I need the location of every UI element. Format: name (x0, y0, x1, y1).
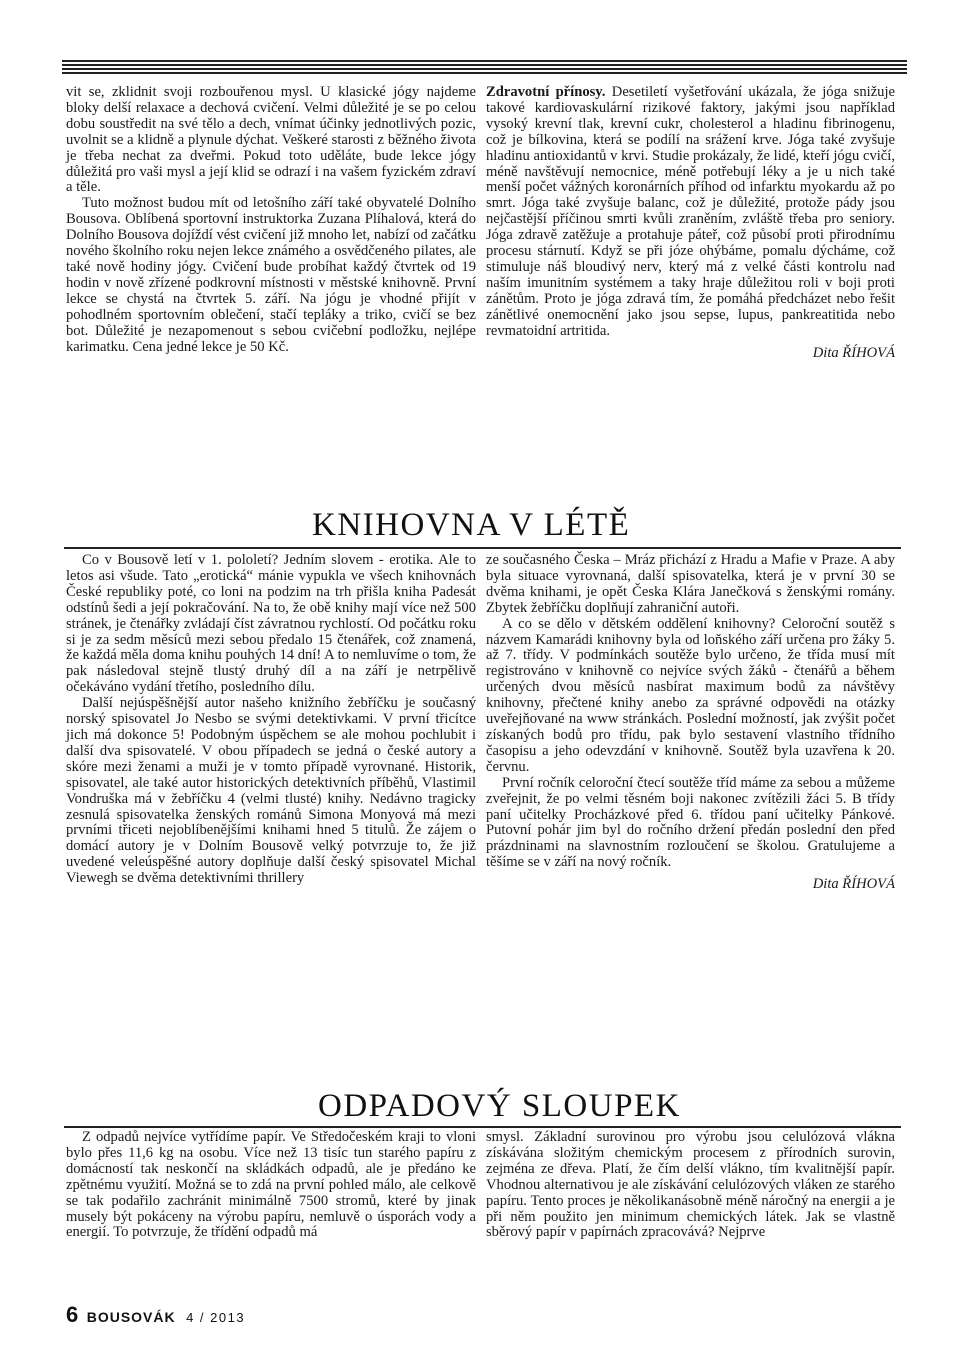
page-number: 6 (66, 1302, 79, 1327)
yoga-paragraph-1: vit se, zklidnit svoji rozbouřenou mysl. U klasické jógy najdeme bloky delší relaxace a dechová cvičení. Velmi důležité je se po celou dobu soustředit na své tělo a dech, vnímat účinky jednotlivých pozic, uvolnit se a klidně a plynule dýchat. Veškeré starosti z běžného života je třeba nechat za dveřmi. Pokud toto uděláte, bude lekce jógy důležitá pro vaši mysl a její klid se odrazí i na vašem fyzickém zdraví a těle. (66, 84, 476, 196)
health-benefits-text: Desetiletí vyšetřování ukázala, že jóga snižuje takové kardiovaskulární rizikové faktory, jakými jsou například vysoký krevní tlak, krevní cukr, cholesterol a hladinu fibrinogenu, což je bílkovina, která se podílí na srážení krve. Jóga také zvyšuje hladinu antioxidantů v krvi. Studie prokázaly, že lidé, kteří jógu cvičí, méně navštěvují nemocnice, méně potřebují léky a je u nich také menší počet vážných koronárních příhod od infarktu myokardu až po smrt. Jóga také zvyšuje balanc, což je důležité, protože pády jsou nejčastější příčinou smrti kvůli zraněním, zvláště třeba pro seniory. Jóga zdravě zatěžuje a protahuje páteř, což působí proti přirodnímu procesu stárnutí. Když se při józe ohýbáme, pomalu dýcháme, což stimuluje náš bloudivý nerv, který má z velké části kontrolu nad naším imunitním systémem a taky hraje důležitou roli v boji proti zánětům. Proto je jóga zdravá tím, že pomáhá předcházet nebo řešit zánětlivé onemocnění jako jsou sepse, lupus, pankreatitida nebo revmatoidní artritida. (486, 84, 895, 339)
waste-left-column (66, 1130, 476, 1241)
library-left-column (66, 553, 476, 887)
yoga-paragraph-2: Tuto možnost budou mít od letošního září také obyvatelé Dolního Bousova. Oblíbená sportovní instruktorka Zuzana Plíhalová, která do Dolního Bousova dojíždí vést cvičení již mnoho let, nabízí od začátku nového školního roku nejen lekce známého a osvědčeného pilates, ale také nově hodiny jógy. Cvičení bude probíhat každý čtvrtek od 19 hodin v nově zřízené podkrovní místnosti v městské knihovně. První lekce se chystá na čtvrtek 5. září. Na jógu je vhodné přijít v pohodlném sportovním oblečení, stačí tepláky a triko, cvičí se bez bot. Důležité je nezapomenout s sebou cvičební podložku, nejlépe karimatku. Cena jedné lekce je 50 Kč. (66, 195, 476, 355)
library-paragraph-3: ze současného Česka – Mráz přichází z Hradu a Mafie v Praze. A aby byla situace vyrovnaná, další spisovatelka, která je v první 30 se dvěma knihami, je opět Česka Klára Janečková s ženskými romány. Zbytek žebříčku doplňují zahraniční autoři. (486, 552, 895, 616)
library-paragraph-4: A co se dělo v dětském oddělení knihovny? Celoroční soutěž s názvem Kamarádi knihovny byla od loňského září určena pro žáky 5. až 7. třídy. V podmínkách soutěže bylo určeno, že třída musí mít registrováno v knihovně co nejvíce svých žáků - čtenářů a během určených dvou měsíců nasbírat maximum bodů za návštěvy knihovny, přečtené knihy anebo za správné odpovědi na otázky uveřejňované na www stránkách. Poslední možností, jak zvýšit počet získaných bodů pro třídu, pak bylo sestavení vlastního třídního časopisu a jeho odevzdání v knihovně. Soutěž byla uzavřena k 20. červnu. (486, 615, 895, 775)
author-signature: Dita ŘÍHOVÁ (812, 344, 895, 361)
library-heading-rule (64, 547, 901, 549)
waste-paragraph-1: Z odpadů nejvíce vytřídíme papír. Ve Středočeském kraji to vloni bylo přes 11,6 kg na osobu. Více než 13 tisíc tun starého papíru z domácností tak neskončí na skládkách odpadů, ale je předáno ke zpětnému využití. Možná se to zdá na první pohled málo, ale celkově se tak podařilo zachránit minimálně 7500 stromů, které by jinak musely být pokáceny na výrobu papíru, nemluvě o úsporách vody a energií. To potvrzuje, že třídění odpadů má (66, 1129, 476, 1241)
health-benefits-lead: Zdravotní přínosy. (486, 84, 606, 100)
yoga-right-column (486, 85, 895, 361)
waste-heading-rule (64, 1126, 901, 1128)
library-paragraph-2: Další nejúspěšnější autor našeho knižního žebříčku je současný norský spisovatel Jo Nesbo se svými detektivkami. V první třicítce jich má dokonce 5! Podobným úspěchem se ale mohou pochlubit i další dva spisovatelé. V obou případech se jedná o české autory a skóre mezi ženami a muži je v tomto případě vyrovnané. Historik, spisovatel, ale také autor historických detektivních příběhů, Vlastimil Vondruška má v žebříčku 4 (velmi tlusté) knihy. Nedávno tragicky zesnulá spisovatelka ženských románů Simona Monyová má mezi prvními třiceti nejoblíbenějšími knihami hned 5 titulů. Že zájem o domácí autory je v Dolním Bousově velký potvrzuje to, že již uvedené veleúspěšné autory doplňuje další český spisovatel Michal Viewegh se dvěma detektivními thrillery (66, 695, 476, 887)
library-paragraph-5: První ročník celoroční čtecí soutěže tříd máme za sebou a můžeme zveřejnit, že po velmi těsném boji nakonec zvítězili žáci 5. B třídy paní učitelky Procházkové před 6. třídou paní učitelky Pánkové. Putovní pohár jim byl do ročního držení předán poslední den před prázdninami na slavnostním rozloučení se školou. Gratulujeme a těšíme se v září na nový ročník. (486, 774, 895, 871)
waste-paragraph-2: smysl. Základní surovinou pro výrobu jsou celulózová vlákna získávána složitým chemickým procesem z přírodních surovin, zejména ze dřeva. Platí, že čím delší vlákno, tím kvalitnější papír. Vhodnou alternativou je ale získávání celulózových vláken ze starého papíru. Tento proces je několikanásobně méně náročný na energii a je při něm použito jen minimum chemických látek. Jak se vlastně sběrový papír v papírnách zpracovává? Nejprve (486, 1129, 895, 1241)
waste-heading: ODPADOVÝ SLOUPEK (318, 1088, 681, 1124)
top-rule (62, 60, 907, 74)
waste-right-column (486, 1130, 895, 1241)
magazine-name: BOUSOVÁK (86, 1309, 176, 1325)
yoga-left-column (66, 85, 476, 355)
issue-number: 4 / 2013 (186, 1310, 246, 1325)
page-footer (66, 1302, 245, 1328)
library-right-column (486, 553, 895, 893)
library-heading: KNIHOVNA V LÉTĚ (312, 507, 631, 543)
library-paragraph-1: Co v Bousově letí v 1. pololetí? Jedním slovem - erotika. Ale to letos asi všude. Tato „erotická“ mánie vypukla ve všech knihovnách České republiky poté, co loni na podzim na trh přišla kniha Padesát odstínů šedi a její pokračování. Na to, že obě knihy mají více než 500 stránek, je čtenářky zvládají číst závratnou rychlostí. Od počátku roku si je za sedm měsíců mezi sebou předalo 15 čtenářek, což znamená, že každá měla doma knihu pouhých 14 dní! A to nemluvíme o tom, že pak následoval stejně tlustý druhý díl a na září je netrpělivě očekáváno vydání třetího, posledního dílu. (66, 552, 476, 696)
author-signature: Dita ŘÍHOVÁ (812, 876, 895, 893)
